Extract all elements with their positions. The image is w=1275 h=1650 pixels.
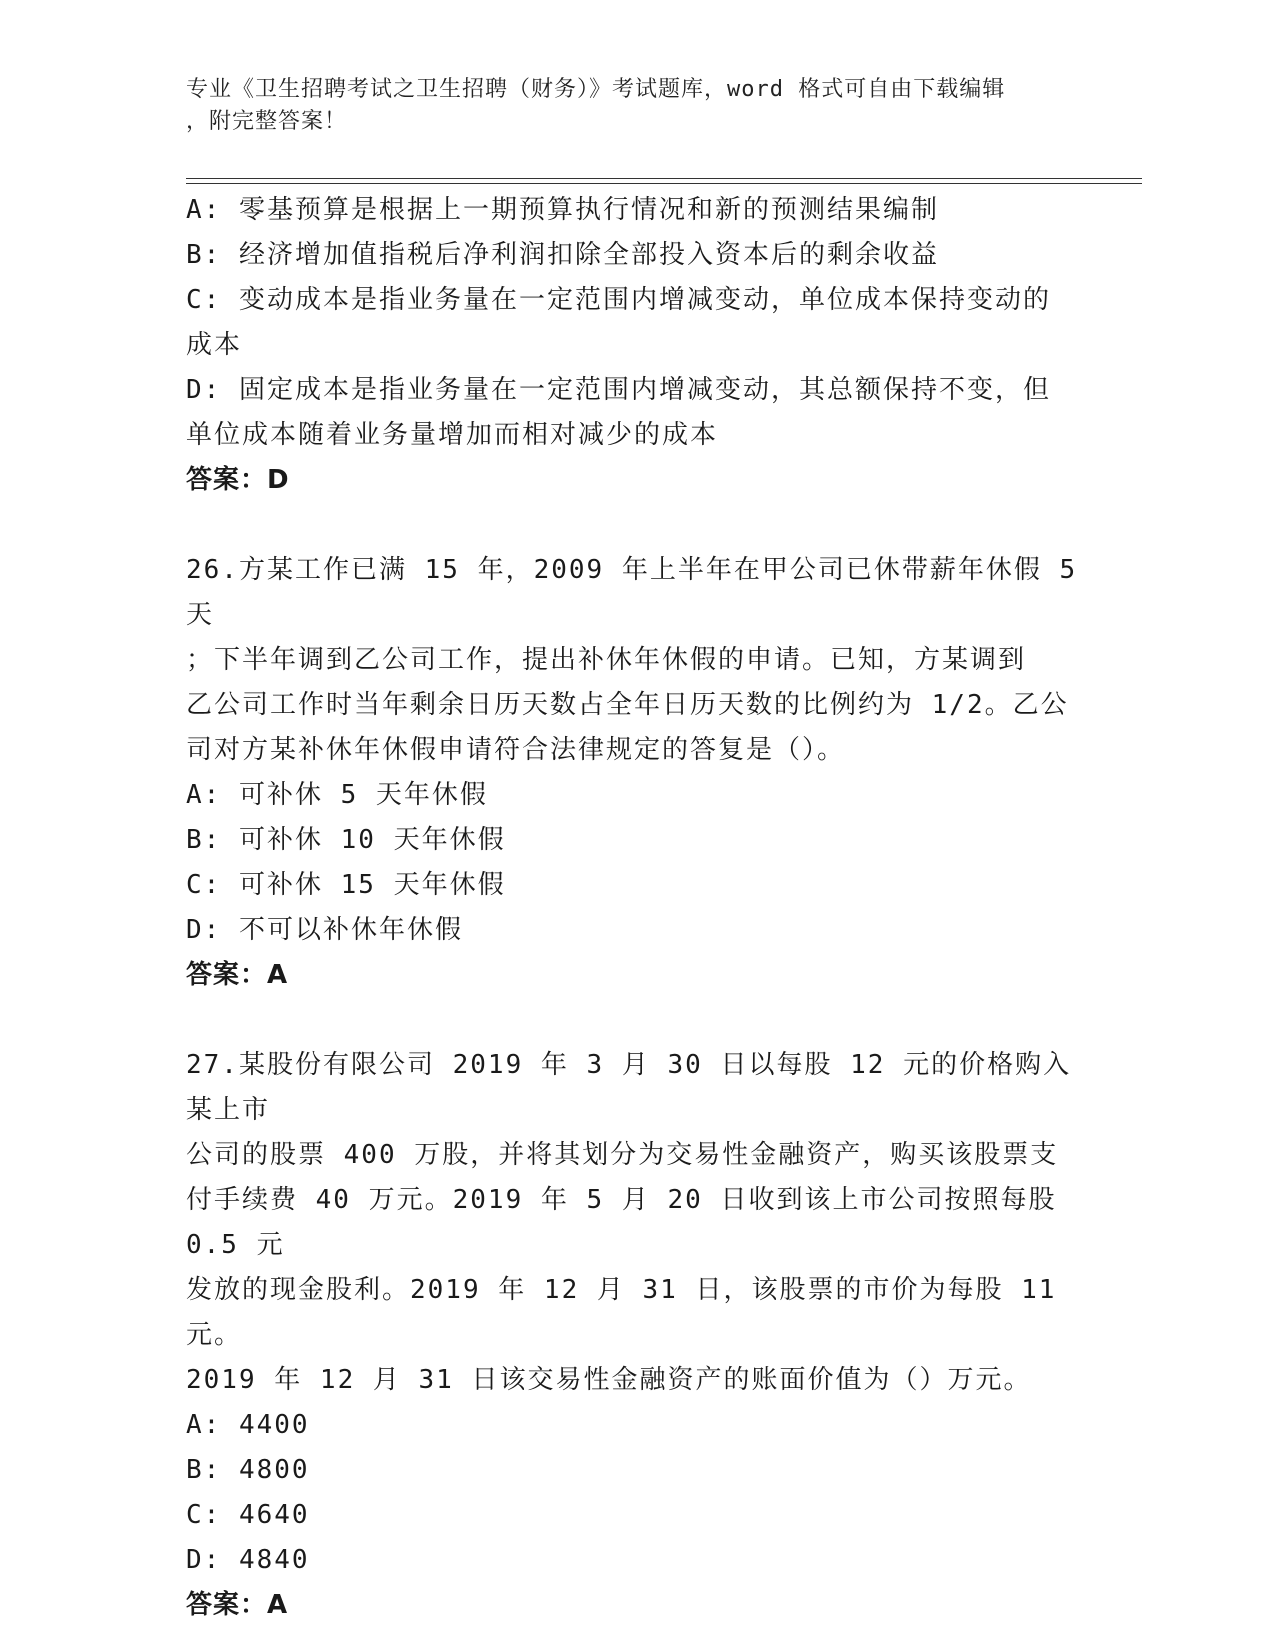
option-b: B: 可补休 10 天年休假: [186, 825, 506, 855]
spacer: [186, 503, 1086, 548]
option-c: C: 可补休 15 天年休假: [186, 870, 506, 900]
option-d: D: 4840: [186, 1545, 310, 1575]
header-rule-bottom: [186, 183, 1142, 184]
document-header: [186, 74, 1066, 138]
answer-line: 答案：A: [186, 1590, 289, 1620]
question-block-26: [186, 548, 1095, 998]
question-stem-line: 26.方某工作已满 15 年，2009 年上半年在甲公司已休带薪年休假 5 天: [186, 555, 1095, 630]
option-a: A: 零基预算是根据上一期预算执行情况和新的预测结果编制: [186, 195, 939, 225]
option-d-continued: 单位成本随着业务量增加而相对减少的成本: [186, 420, 719, 450]
option-a: A: 4400: [186, 1410, 310, 1440]
option-c: C: 4640: [186, 1500, 310, 1530]
option-c: C: 变动成本是指业务量在一定范围内增减变动，单位成本保持变动的: [186, 285, 1051, 315]
option-a: A: 可补休 5 天年休假: [186, 780, 488, 810]
option-d: D: 固定成本是指业务量在一定范围内增减变动，其总额保持不变，但: [186, 375, 1051, 405]
question-block-prev: [186, 188, 1086, 503]
question-stem-line: 2019 年 12 月 31 日该交易性金融资产的账面价值为（）万元。: [186, 1365, 1032, 1395]
question-stem-line: 发放的现金股利。2019 年 12 月 31 日，该股票的市价为每股 11 元。: [186, 1275, 1075, 1350]
option-b: B: 4800: [186, 1455, 310, 1485]
header-line-2: ，附完整答案！: [186, 109, 348, 134]
option-c-continued: 成本: [186, 330, 243, 360]
question-stem-line: 公司的股票 400 万股，并将其划分为交易性金融资产，购买该股票支: [186, 1140, 1059, 1170]
question-stem-line: 司对方某补休年休假申请符合法律规定的答复是（）。: [186, 735, 846, 765]
answer-line: 答案：A: [186, 960, 289, 990]
document-body: [186, 188, 1095, 1628]
question-stem-line: 付手续费 40 万元。2019 年 5 月 20 日收到该上市公司按照每股 0.5 元: [186, 1185, 1075, 1260]
answer-line: 答案：D: [186, 465, 290, 495]
question-stem-line: 27.某股份有限公司 2019 年 3 月 30 日以每股 12 元的价格购入某上市: [186, 1050, 1072, 1125]
question-block-27: [186, 1043, 1086, 1628]
header-line-1: 专业《卫生招聘考试之卫生招聘（财务）》考试题库，word 格式可自由下载编辑: [186, 77, 1006, 102]
header-rule-top: [186, 178, 1142, 179]
option-d: D: 不可以补休年休假: [186, 915, 463, 945]
spacer: [186, 998, 1086, 1043]
option-b: B: 经济增加值指税后净利润扣除全部投入资本后的剩余收益: [186, 240, 939, 270]
question-stem-line: ；下半年调到乙公司工作，提出补休年休假的申请。已知，方某调到: [186, 645, 1027, 675]
question-stem-line: 乙公司工作时当年剩余日历天数占全年日历天数的比例约为 1/2。乙公: [186, 690, 1069, 720]
